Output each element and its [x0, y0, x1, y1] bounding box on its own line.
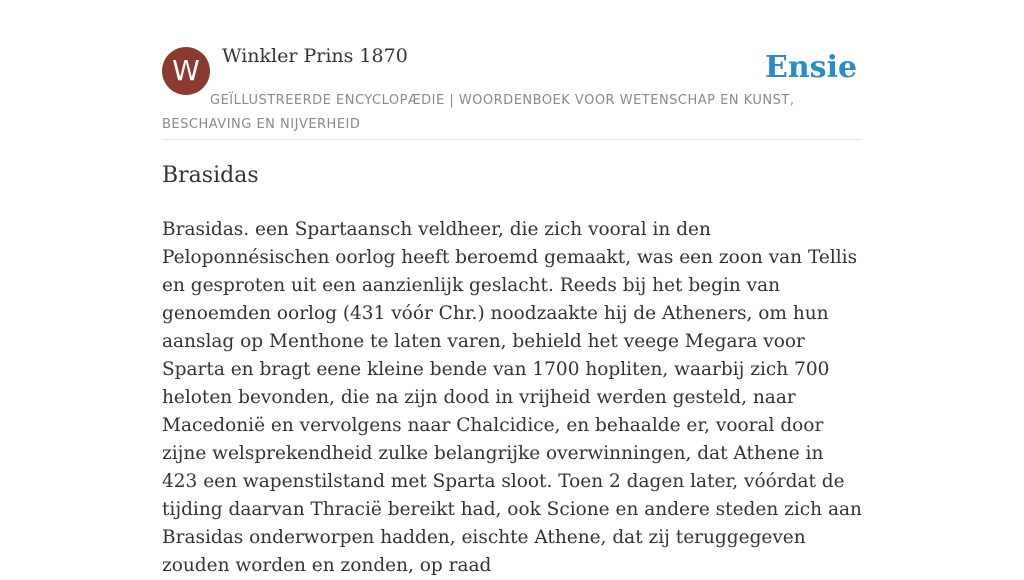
header-divider	[162, 139, 862, 140]
article-body: Brasidas. een Spartaansch veldheer, die zich vooral in den Peloponnésischen oorlog heeft beroemd gemaakt, was een zoon van Tellis en gesproten uit een aanzienlijk geslacht. Reeds bij het begin van genoemden oorlog (431 vóór Chr.) noodzaakte hij de Atheners, om hun aanslag op Menthone te laten varen, behield het veege Megara voor Sparta en bragt eene kleine bende van 1700 hopliten, waarbij zich 700 heloten bevonden, die na zijn dood in vrijheid werden gesteld, naar Macedonië en vervolgens naar Chalcidice, en behaalde er, vooral door zijne welsprekendheid zulke belangrijke overwinningen, dat Athene in 423 een wapenstilstand met Sparta sloot. Toen 2 dagen later, vóórdat de tijding daarvan Thracië bereikt had, ook Scione en andere steden zich aan Brasidas onderworpen hadden, eischte Athene, dat zij teruggegeven zouden worden en zonden, op raad	[162, 219, 862, 576]
source-subtitle: GEÏLLUSTREERDE ENCYCLOPÆDIE | WOORDENBOEK VOOR WETENSCHAP EN KUNST, BESCHAVING EN NIJVERHEID	[162, 93, 795, 132]
source-title[interactable]: Winkler Prins 1870	[222, 45, 408, 67]
source-avatar[interactable]: W	[162, 47, 210, 95]
article-title: Brasidas	[162, 163, 259, 188]
ensie-logo[interactable]: Ensie	[765, 50, 858, 85]
